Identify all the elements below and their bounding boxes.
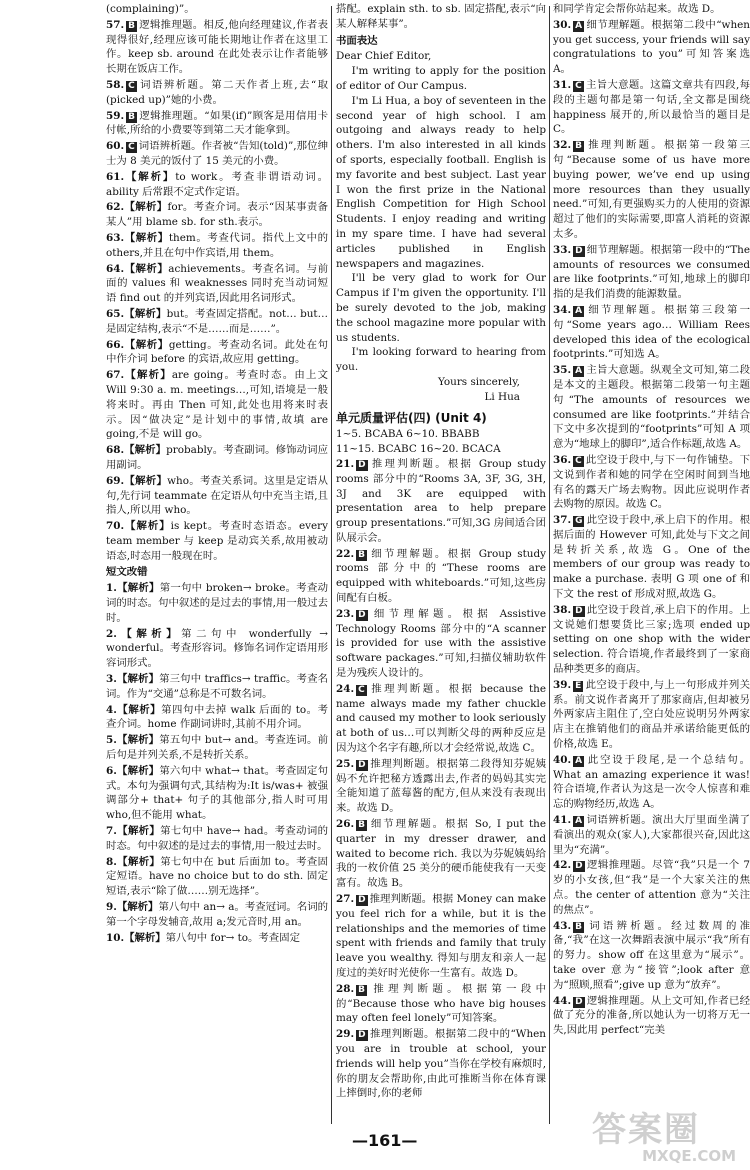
section-heading-error-correction: 短文改错 — [106, 566, 148, 579]
item-number: 30. — [553, 18, 572, 31]
answer-letter-badge: D — [358, 459, 366, 470]
item-number: 44. — [553, 994, 572, 1007]
item-text: 第七句中在 but 后面加 to。考查固定短语。have no choice but to do sth. 固定短语,表示“除了做……别无选择”。 — [106, 855, 329, 898]
section-heading-writing: 书面表达 — [336, 34, 378, 47]
item-number: 42. — [553, 859, 572, 872]
answer-item — [106, 900, 328, 930]
item-number: 8. — [106, 855, 117, 868]
item-number: 70. — [106, 520, 125, 533]
item-number: 62. — [106, 201, 125, 214]
item-text: 逻辑推理题。“如果(if)”顾客是用信用卡付帐,所给的小费要等到第二天才能拿到。 — [106, 109, 328, 137]
item-number: 68. — [106, 444, 125, 457]
item-number: 59. — [106, 109, 125, 122]
item-number: 25. — [336, 757, 355, 770]
answer-item — [106, 627, 332, 671]
answer-item — [553, 919, 750, 993]
answer-item — [106, 368, 332, 442]
answer-letter-badge: A — [575, 20, 583, 31]
item-number: 57. — [106, 18, 125, 31]
answer-item — [106, 733, 328, 763]
answer-item — [106, 139, 328, 169]
analysis-tag: 【解析】 — [116, 627, 182, 640]
analysis-tag: 【解析】 — [116, 855, 161, 868]
answer-letter-badge: D — [358, 609, 366, 620]
item-text: 推理判断题。根据 Group study rooms 部分中的“Rooms 3A, 3F, 3G, 3H, 3J and 3K are equipped with presentation area to help prepare group presentations.”可知,3G 房间适合团队展示会。 — [336, 457, 550, 544]
item-number: 41. — [553, 814, 572, 827]
item-number: 66. — [106, 338, 125, 351]
item-number: 35. — [553, 364, 572, 377]
answer-item — [106, 931, 328, 946]
answer-letter-badge: A — [575, 816, 583, 827]
item-text: 推理判断题。根据第一段中的“Because those who have big houses may often feel lonely”可知答案。 — [336, 982, 550, 1025]
answer-letter-badge: B — [358, 984, 365, 995]
item-text: 细节理解题。根据第一段中的“The amounts of resources we consumed are like footprints.”可知,地球上的脚印指的是我们消费的能源数量。 — [553, 243, 750, 301]
item-text: 推理判断题。根据第二段得知芬妮姨妈不允许把秘方透露出去,作者的妈妈其实完全能知道了蓝莓酱的配方,但从来没有表现出来。故选 D。 — [336, 757, 546, 815]
item-text: who。考查关系词。这里是定语从句,先行词 teammate 在定语从句中充当主语,且指人,所以用 who。 — [106, 474, 329, 517]
answer-letter-badge: C — [575, 455, 582, 466]
answer-item — [336, 457, 550, 546]
analysis-tag: 【解析】 — [116, 582, 160, 595]
answer-item — [553, 303, 750, 362]
item-number: 36. — [553, 453, 572, 466]
error-correction-list — [106, 581, 332, 945]
item-text: 主旨大意题。纵观全文可知,第二段是本文的主题段。根据第二段第一句主题句“The amounts of resources we consumed are like footprints.”并结合下文中多次提到的“footprints”可知 A 项意为“地球上的脚印”,适合作标题,故选 A。 — [553, 364, 750, 451]
answer-letter-badge: B — [575, 921, 582, 932]
item-number: 39. — [553, 678, 572, 691]
item-text: 此空设于段尾,是一个总结句。What an amazing experience it was! 符合语境,作者认为这是一次令人惊喜和难忘的购物经历,故选 A。 — [553, 753, 750, 811]
item-text: 此空设于段中,承上启下的作用。根据后面的 However 可知,此处与下文之间是转折关系,故选 G。One of the members of our group was ready to make a purchase. 表明 G 项 one of 和下文 the rest of 形成对照,故选 G。 — [553, 514, 750, 601]
item-text: 推理判断题。根据 Money can make you feel rich for a while, but it is the relationships and the memories of time spent with friends and family that truly leave you wealthy. 得知与朋友和亲人一起度过的美好时光使你一生富有。故选 D。 — [336, 893, 550, 979]
answer-letter-badge: A — [575, 755, 583, 766]
answer-item — [106, 109, 328, 139]
item-text: 第二句中 wonderfully → wonderful。考查形容词。修饰名词作定语用形容词形式。 — [106, 627, 332, 670]
item-text: 逻辑推理题。相反,他向经理建议,作者表现得很好,经理应该可能长期地让作者在这里工作。keep sb. around 在此处表示让作者能够长期在饭店工作。 — [106, 18, 328, 76]
item-text: to work。考查非谓语动词。ability 后常跟不定式作定语。 — [106, 170, 328, 198]
letter-paragraph: I'm Li Hua, a boy of seventeen in the second year of high school. I am outgoing and always ready to help others. I'm also interested in all kinds of sports, especially football. English is my favorite and best subject. Last year I won the first prize in the National English Competition for High School Students. I enjoy reading and writing in my spare time. I have had several articles published in English newspapers and magazines. — [336, 94, 546, 270]
item-text: getting。考查动名词。此处在句中作介词 before 的宾语,故应用 getting。 — [106, 338, 328, 366]
answer-item — [553, 138, 750, 242]
answer-letter-badge: C — [128, 80, 135, 91]
answer-item — [106, 519, 332, 563]
item-number: 9. — [106, 901, 117, 914]
item-text: 细节理解题。根据 Group study rooms 部分中的“These rooms are equipped with whiteboards.”可知,这些房间配有白板。 — [336, 547, 550, 605]
item-number: 7. — [106, 825, 117, 838]
answer-item — [336, 1027, 550, 1101]
answer-letter-badge: C — [358, 684, 365, 695]
continued-text: 和同学肯定会帮你站起来。故选 D。 — [553, 3, 721, 15]
watermark-text: 答案圈 — [592, 1110, 700, 1150]
item-number: 63. — [106, 231, 125, 244]
item-text: them。考查代词。指代上文中的 others,并且在句中作宾语,用 them。 — [106, 231, 332, 259]
item-number: 5. — [106, 734, 117, 747]
answer-item — [336, 547, 550, 606]
item-text: 逻辑推理题。从上文可知,作者已经做了充分的准备,所以她认为一切将万无一失,因此用 perfect“完美 — [553, 994, 750, 1037]
letter-paragraph: I'm looking forward to hearing from you. — [336, 346, 546, 374]
answer-item — [553, 994, 750, 1038]
item-number: 22. — [336, 547, 355, 560]
page-number: —161— — [352, 1131, 418, 1150]
item-text: 词语辨析题。第二天作者上班,去“取(picked up)”她的小费。 — [106, 78, 328, 106]
answer-item — [336, 682, 550, 756]
answer-item — [553, 603, 750, 677]
column-divider-left — [331, 6, 332, 1124]
letter-closing: Yours sincerely, — [437, 375, 520, 388]
column-left — [106, 2, 332, 946]
answer-letter-badge: E — [575, 680, 582, 691]
answer-item — [106, 200, 328, 230]
answer-list — [336, 457, 550, 1101]
answer-letter-badge: B — [575, 141, 582, 152]
analysis-tag: 【解析】 — [116, 825, 161, 838]
item-text: 推理判断题。根据第一段第三句“Because some of us have more buying power, we’ve end up using more resources than they usually need.”可知,有更强购买力的人使用的资源超过了他们的实际需要,即富人消耗的资源太多。 — [553, 139, 750, 240]
answer-item — [106, 338, 328, 368]
answer-letter-badge: B — [128, 111, 135, 122]
continued-text: 搭配。explain sth. to sb. 固定搭配,表示“向某人解释某事”。 — [336, 3, 546, 30]
analysis-tag: 【解析】 — [124, 262, 169, 275]
analysis-tag: 【解析】 — [124, 201, 168, 214]
answer-item — [336, 607, 550, 681]
column-right — [553, 2, 750, 1039]
item-number: 61. — [106, 170, 125, 183]
watermark-url: MXQE.COM — [642, 1147, 736, 1165]
analysis-tag: 【解析】 — [116, 673, 160, 686]
item-text: 此空设于段中,与上一句形成并列关系。前文说作者离开了那家商店,但却被另外两家店主阻住了,空白处应说明另外两家店主在推销他们的商品并承诺给能更低的价格,故选 E。 — [553, 678, 750, 751]
answer-item — [106, 855, 328, 899]
answer-letter-badge: A — [575, 305, 583, 316]
answer-letter-badge: B — [358, 549, 365, 560]
item-number: 3. — [106, 673, 117, 686]
item-number: 6. — [106, 764, 117, 777]
item-text: achievements。考查名词。与前面的 values 和 weaknesses 同时充当动词短语 find out 的并列宾语,因此用名词形式。 — [106, 262, 329, 305]
answer-key-line: 11~15. BCABC 16~20. BCACA — [336, 443, 501, 456]
item-number: 2. — [106, 627, 117, 640]
answer-item — [106, 764, 332, 823]
item-text: 主旨大意题。这篇文章共有四段,每段的主题句都是第一句话,全文都是围绕 happiness 展开的,所以最恰当的题目是 C。 — [553, 78, 750, 136]
analysis-tag: 【解析】 — [124, 931, 166, 944]
item-text: 第三句中 traffics→ traffic。考查名词。作为“交通”总称是不可数名词。 — [106, 673, 329, 700]
answer-letter-badge: D — [358, 895, 366, 906]
answer-item — [106, 78, 328, 108]
answer-item — [336, 982, 550, 1026]
item-number: 65. — [106, 307, 125, 320]
item-text: 词语辨析题。作者被“告知(told)”,那位绅士为 8 美元的饭付了 15 美元的小费。 — [106, 140, 328, 167]
answer-letter-badge: G — [575, 516, 583, 527]
analysis-tag: 【解析】 — [124, 231, 169, 244]
answer-item — [553, 78, 750, 137]
answer-item — [553, 678, 750, 752]
item-text: 细节理解题。根据第二段中“when you get success, your friends will say congratulations to you”可知答案选 A。 — [553, 18, 750, 76]
answer-item — [106, 443, 328, 473]
column-middle — [336, 2, 550, 1102]
item-number: 4. — [106, 703, 117, 716]
unit-title: 单元质量评估(四) (Unit 4) — [336, 410, 487, 425]
item-number: 26. — [336, 818, 355, 831]
answer-letter-badge: D — [575, 605, 583, 616]
item-text: 第五句中 but→ and。考查连词。前后句是并列关系,不是转折关系。 — [106, 734, 328, 762]
sample-letter — [336, 49, 546, 404]
item-text: but。考查固定搭配。not… but…是固定结构,表示“不是……而是……”。 — [106, 307, 328, 335]
item-text: probably。考查副词。修饰动词应用副词。 — [106, 444, 328, 471]
item-text: 推理判断题。根据第二段中的“When you are in trouble at school, your friends will help you”当你在学校有麻烦时,你的朋友会帮助你,由此可推断当你在体育课上摔倒时,你的老师 — [336, 1028, 550, 1100]
answer-letter-badge: C — [575, 80, 582, 91]
letter-paragraph: I'm writing to apply for the position of editor of Our Campus. — [336, 65, 546, 92]
answer-item — [336, 757, 546, 816]
item-text: 第四句中去掉 walk 后面的 to。考查介词。home 作副词讲时,其前不用介词。 — [106, 703, 328, 731]
item-number: 43. — [553, 919, 572, 932]
item-number: 23. — [336, 607, 355, 620]
item-text: 词语辨析题。经过数周的准备,“我”在这一次舞蹈表演中展示“我”所有的努力。show off 在这里意为“展示”。take over 意为“接管”;look after 意为“照顾,照看”;give up 意为“放弃”。 — [553, 919, 750, 991]
answer-item — [553, 243, 750, 302]
answer-item — [553, 753, 750, 812]
item-text: are going。考查时态。由上文 Will 9:30 a. m. meetings…,可知,语境是一般将来时。再由 Then 可知,此处也用将来时表示。因“做决定”是计划中的事情,故填 are going,不是 will go。 — [106, 369, 332, 441]
analysis-tag: 【解析】 — [116, 734, 160, 747]
item-number: 67. — [106, 369, 125, 382]
item-number: 31. — [553, 78, 572, 91]
item-number: 33. — [553, 243, 572, 256]
item-text: 第八句中 an→ a。考查冠词。名词的第一个字母发辅音,故用 a;发元音时,用 an。 — [106, 901, 328, 928]
answer-item — [106, 231, 332, 261]
answer-letter-badge: B — [358, 820, 365, 831]
item-text: 逻辑推理题。尽管“我”只是一个 7 岁的小女孩,但“我”是一个大家关注的焦点。the center of attention 意为“关注的焦点”。 — [553, 859, 750, 916]
watermark-logo — [592, 1112, 742, 1166]
answer-letter-badge: A — [575, 366, 583, 377]
analysis-tag: 【解析】 — [124, 170, 176, 183]
answer-letter-badge: D — [575, 996, 583, 1007]
item-number: 1. — [106, 582, 117, 595]
item-text: 细节理解题。根据第三段第一句“Some years ago… William Rees developed this idea of the ecological footprints.”可知选 A。 — [553, 303, 750, 361]
analysis-tag: 【解析】 — [116, 764, 160, 777]
item-text: 词语辨析题。演出大厅里面坐满了看演出的观众(家人),大家都很兴奋,因此这里为“充满”。 — [553, 814, 750, 856]
answer-item — [106, 824, 328, 854]
item-text: 细节理解题。根据 So, I put the quarter in my dresser drawer, and waited to become rich. 我以为芬妮姨妈给我的一枚价值 25 美分的硬币能使我有一天变富有。故选 B。 — [336, 818, 550, 890]
analysis-tag: 【解析】 — [124, 520, 171, 533]
letter-signature: Li Hua — [484, 390, 520, 403]
analysis-tag: 【解析】 — [116, 703, 162, 716]
analysis-tag: 【解析】 — [124, 474, 168, 487]
item-number: 28. — [336, 982, 355, 995]
item-number: 38. — [553, 603, 572, 616]
item-number: 58. — [106, 78, 125, 91]
answer-item — [553, 813, 750, 857]
item-text: 第一句中 broken→ broke。考查动词的时态。句中叙述的是过去的事情,用一般过去时。 — [106, 582, 328, 624]
item-number: 37. — [553, 514, 572, 527]
answer-letter-badge: D — [358, 1030, 366, 1041]
answer-key-line: 1~5. BCABA 6~10. BBABB — [336, 428, 480, 441]
item-number: 60. — [106, 140, 125, 153]
answer-list — [553, 18, 750, 1038]
answer-item — [336, 817, 550, 891]
item-number: 40. — [553, 753, 572, 766]
item-number: 64. — [106, 262, 125, 275]
answer-letter-badge: D — [358, 759, 366, 770]
item-number: 34. — [553, 303, 572, 316]
answer-item — [106, 581, 328, 625]
letter-paragraph: I'll be very glad to work for Our Campus if I'm given the opportunity. I'll be surely devoted to the job, making the school magazine more popular with us students. — [336, 272, 546, 344]
item-text: 此空设于段首,承上启下的作用。上文说她们想要货比三家;选项 ended up setting on one shop with the wider selection. 符合语境,作者最终到了一家商品种类更多的商店。 — [553, 603, 750, 676]
item-number: 10. — [106, 931, 125, 944]
item-number: 29. — [336, 1028, 355, 1041]
answer-item — [553, 513, 750, 602]
analysis-tag: 【解析】 — [124, 338, 169, 351]
letter-greeting: Dear Chief Editor, — [336, 50, 432, 63]
answer-item — [106, 170, 328, 200]
answer-letter-badge: B — [128, 20, 135, 31]
analysis-tag: 【解析】 — [124, 307, 167, 320]
answer-item — [553, 858, 750, 917]
item-text: 推理判断题。根据 because the name always made my father chuckle and caused my mother to look seriously at both of us…可以判断父母的两种反应是因为这个名字有趣,所以才会经常说,故选 C。 — [336, 682, 550, 755]
answer-list — [106, 18, 332, 564]
item-text: 第六句中 what→ that。考查固定句式。本句为强调句式,其结构为:It is/was+ 被强调部分+ that+ 句子的其他部分,指人时可用 who,但不能用 what。 — [106, 764, 332, 822]
item-number: 69. — [106, 474, 125, 487]
answer-item — [553, 363, 750, 452]
item-number: 24. — [336, 682, 355, 695]
item-text: 细节理解题。根据 Assistive Technology Rooms 部分中的“A scanner is provided for use with the assistive software packages.”可知,扫描仪辅助软件是为残疾人设计的。 — [336, 607, 550, 680]
analysis-tag: 【解析】 — [124, 369, 172, 382]
answer-letter-badge: D — [575, 245, 583, 256]
answer-item — [106, 474, 328, 518]
item-text: 此空设于段中,与下一句作铺垫。下文说到作者和她的同学在空闲时间到当地有名的露天广场去购物。因此应说明作者去购物的原因。故选 C。 — [553, 453, 750, 511]
analysis-tag: 【解析】 — [116, 901, 159, 914]
analysis-tag: 【解析】 — [124, 444, 167, 457]
answer-item — [553, 453, 750, 512]
answer-item — [106, 672, 328, 702]
answer-item — [106, 262, 328, 306]
answer-item — [553, 18, 750, 77]
item-text: 第八句中 for→ to。考查固定 — [165, 931, 300, 944]
item-text: 第七句中 have→ had。考查动词的时态。句中叙述的是过去的事情,用一般过去时。 — [106, 825, 329, 852]
item-number: 27. — [336, 893, 355, 906]
item-text: is kept。考查时态语态。every team member 与 keep 是动宾关系,故用被动语态,时态用一般现在时。 — [106, 520, 332, 562]
item-number: 32. — [553, 139, 572, 152]
answer-item — [106, 703, 328, 733]
answer-letter-badge: C — [128, 142, 135, 153]
continued-text: (complaining)”。 — [106, 3, 195, 15]
answer-item — [106, 307, 328, 337]
answer-letter-badge: D — [575, 861, 583, 872]
item-text: for。考查介词。表示“因某事责备某人”用 blame sb. for sth.表示。 — [106, 201, 329, 229]
answer-item — [106, 18, 328, 77]
item-number: 21. — [336, 457, 355, 470]
answer-item — [336, 892, 550, 981]
